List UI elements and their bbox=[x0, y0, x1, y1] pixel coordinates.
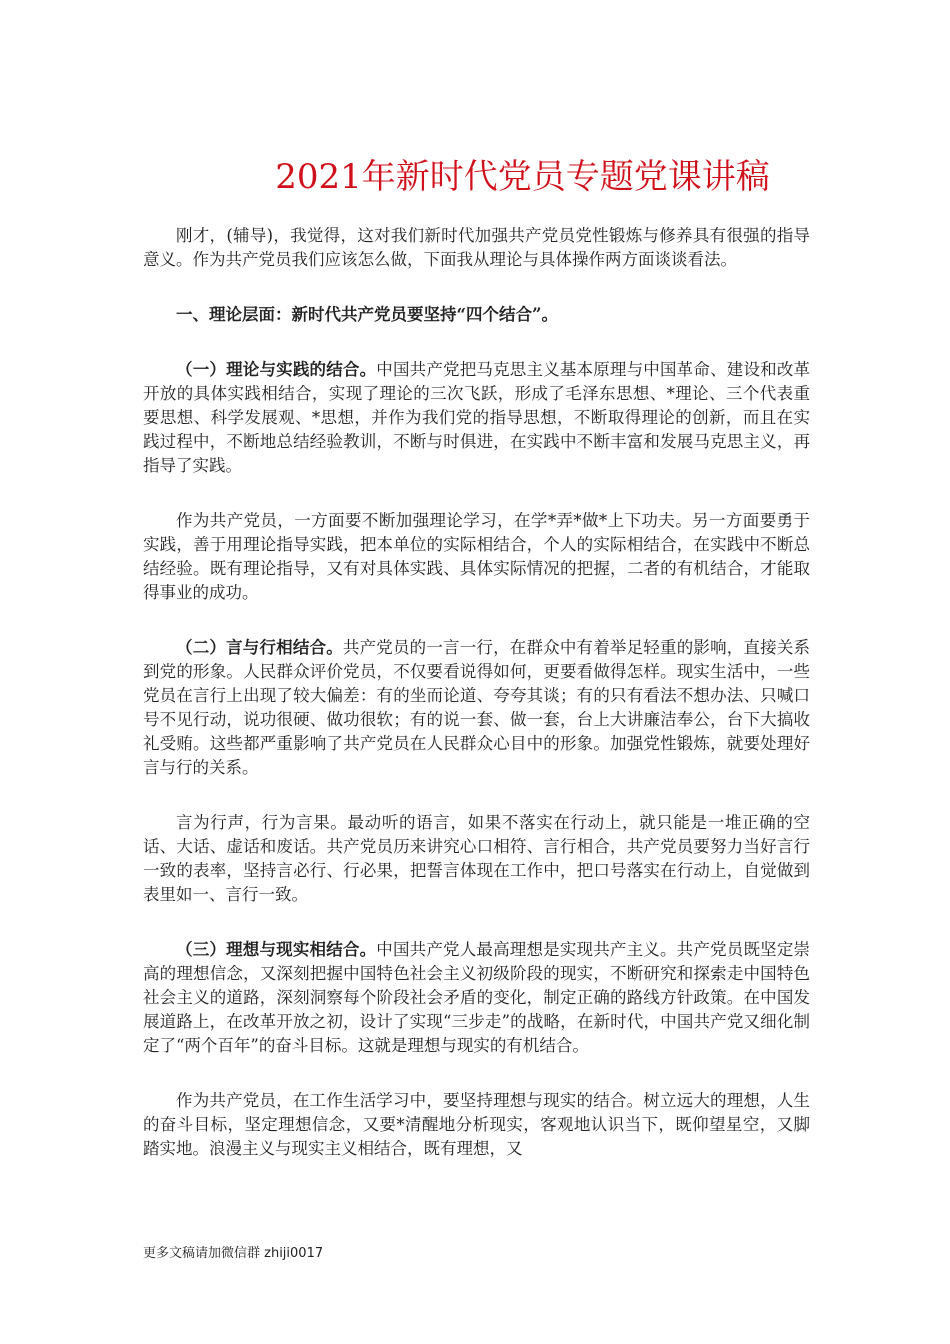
document-body bbox=[143, 224, 810, 1192]
paragraph-text: 共产党员的一言一行，在群众中有着举足轻重的影响，直接关系到党的形象。人民群众评价党员，不仅要看说得如何，更要看做得怎样。现实生活中，一些党员在言行上出现了较大偏差：有的坐而论道、夸夸其谈；有的只有看法不想办法、只喊口号不见行动，说功很硬、做功很软；有的说一套、做一套，台上大讲廉洁奉公，台下大搞收礼受贿。这些都严重影响了共产党员在人民群众心目中的形象。加强党性锻炼，就要处理好言与行的关系。 bbox=[143, 638, 811, 777]
document-title: 2021年新时代党员专题党课讲稿 bbox=[275, 157, 770, 197]
intro-paragraph: 刚才，(辅导)，我觉得，这对我们新时代加强共产党员党性锻炼与修养具有很强的指导意义。作为共产党员我们应该怎么做，下面我从理论与具体操作两方面谈谈看法。 bbox=[143, 226, 810, 269]
paragraph-theory-practice-followup: 作为共产党员，一方面要不断加强理论学习，在学*弄*做*上下功夫。另一方面要勇于实践，善于用理论指导实践，把本单位的实际相结合，个人的实际相结合，在实践中不断总结经验。既有理论指导，又有对具体实践、具体实际情况的把握，二者的有机结合，才能取得事业的成功。 bbox=[143, 511, 810, 602]
paragraph-text: 中国共产党人最高理想是实现共产主义。共产党员既坚定崇高的理想信念，又深刻把握中国特色社会主义初级阶段的现实，不断研究和探索走中国特色社会主义的道路，深刻洞察每个阶段社会矛盾的变化，制定正确的路线方针政策。在中国发展道路上，在改革开放之初，设计了实现“三步走”的战略，在新时代，中国共产党又细化制定了“两个百年”的奋斗目标。这就是理想与现实的有机结合。 bbox=[143, 940, 811, 1055]
section-heading: 一、理论层面：新时代共产党员要坚持“四个结合”。 bbox=[176, 305, 558, 324]
paragraph-ideal-reality-followup: 作为共产党员，在工作生活学习中，要坚持理想与现实的结合。树立远大的理想，人生的奋斗目标，坚定理想信念，又要*清醒地分析现实，客观地认识当下，既仰望星空，又脚踏实地。浪漫主义与现实主义相结合，既有理想，又 bbox=[143, 1091, 810, 1158]
paragraph-lead: （一）理论与实践的结合。 bbox=[176, 360, 377, 379]
paragraph-text: 中国共产党把马克思主义基本原理与中国革命、建设和改革开放的具体实践相结合，实现了理论的三次飞跃，形成了毛泽东思想、*理论、三个代表重要思想、科学发展观、*思想，并作为我们党的指导思想，不断取得理论的创新，而且在实践过程中，不断地总结经验教训，不断与时俱进，在实践中不断丰富和发展马克思主义，再指导了实践。 bbox=[143, 360, 811, 475]
paragraph-lead: （三）理想与现实相结合。 bbox=[176, 940, 377, 959]
footer-note: 更多文稿请加微信群 zhiji0017 bbox=[143, 1246, 324, 1261]
paragraph-lead: （二）言与行相结合。 bbox=[176, 638, 343, 657]
paragraph-ideal-reality bbox=[143, 938, 810, 1058]
paragraph-word-deed-followup: 言为行声，行为言果。最动听的语言，如果不落实在行动上，就只能是一堆正确的空话、大话、虚话和废话。共产党员历来讲究心口相符、言行相合，共产党员要努力当好言行一致的表率，坚持言必行、行必果，把誓言体现在工作中，把口号落实在行动上，自觉做到表里如一、言行一致。 bbox=[143, 813, 810, 904]
paragraph-word-deed bbox=[143, 636, 810, 780]
paragraph-theory-practice bbox=[143, 358, 810, 478]
